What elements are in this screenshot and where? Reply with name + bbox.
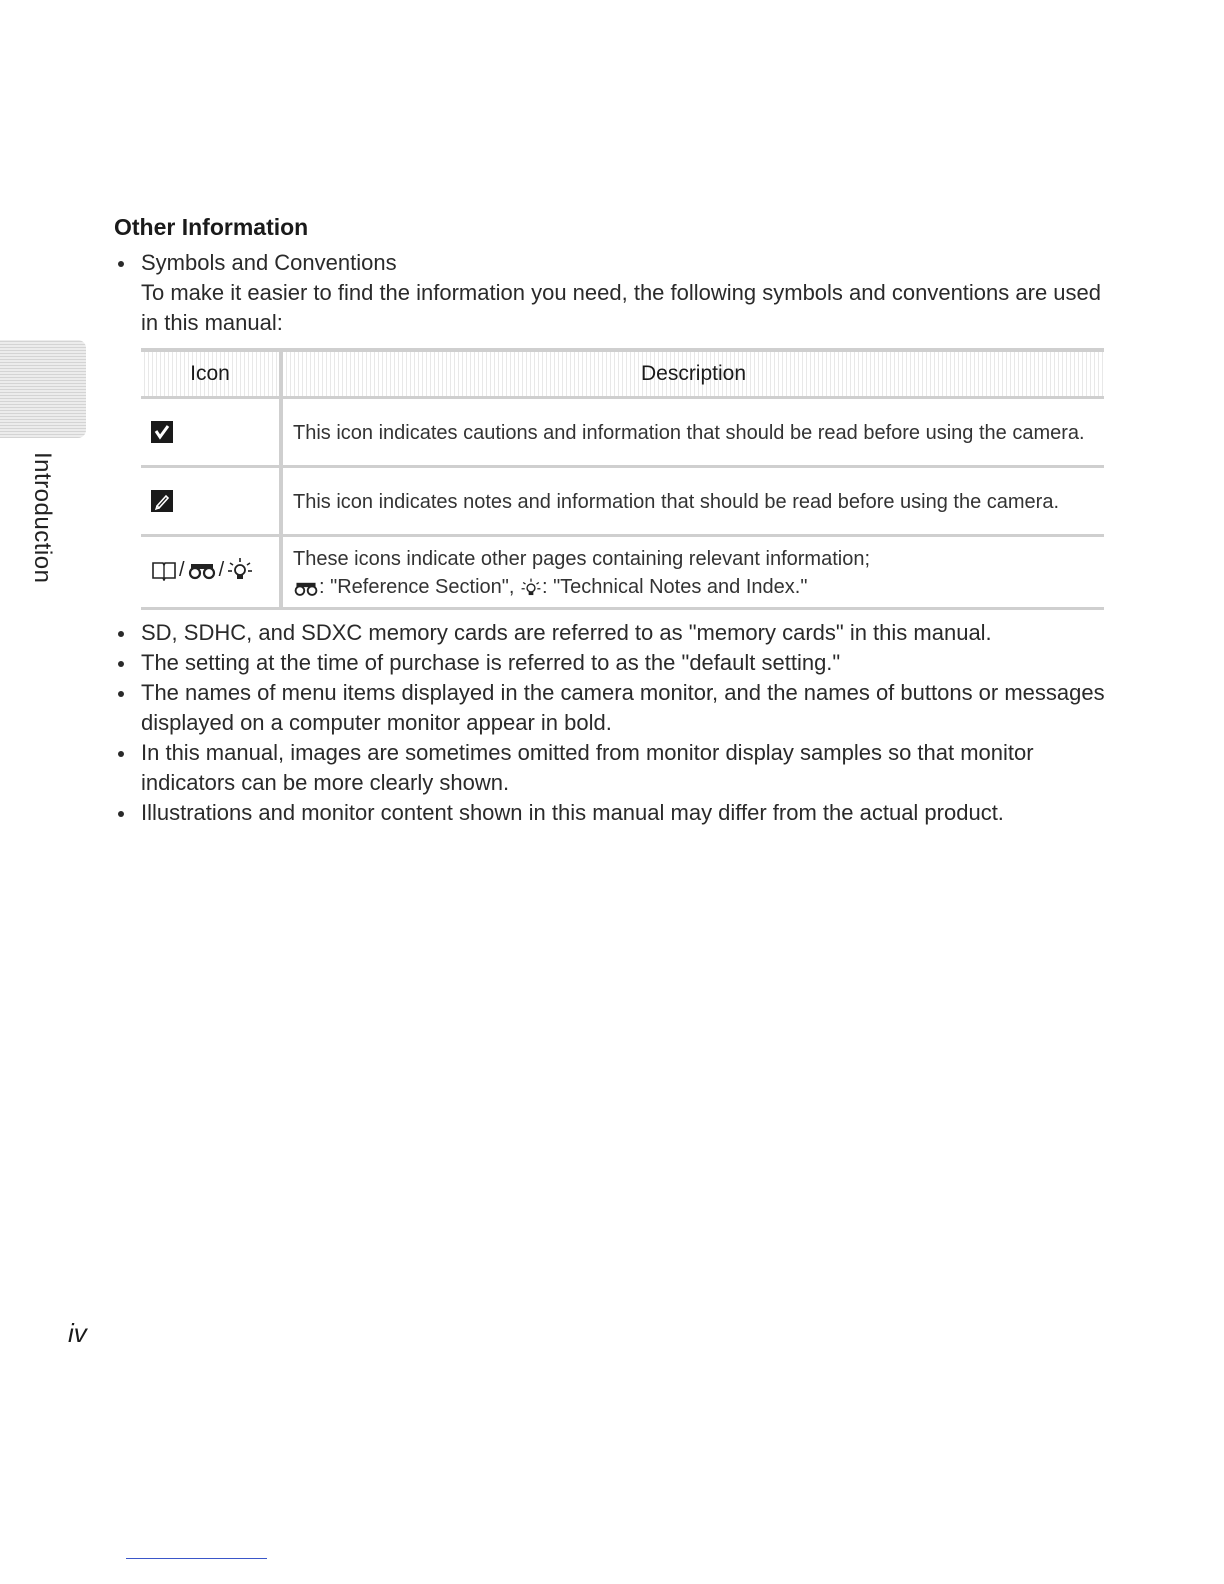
light-bulb-icon	[520, 577, 542, 599]
book-icon	[151, 559, 177, 581]
table-cell-description: This icon indicates cautions and information that should be read before using the camera.	[281, 398, 1104, 467]
table-cell-icon	[141, 536, 281, 609]
table-cell-description	[281, 536, 1104, 609]
reference-description-line2	[293, 573, 1094, 601]
reference-section-text: : "Reference Section",	[319, 576, 520, 598]
page-number: iv	[68, 1318, 87, 1348]
bullet-list	[114, 618, 1114, 828]
list-item: SD, SDHC, and SDXC memory cards are referred to as "memory cards" in this manual.	[114, 618, 1114, 648]
footer-rule	[126, 1558, 267, 1559]
binoculars-icon	[293, 579, 319, 597]
table-header-description: Description	[281, 350, 1104, 398]
table-row	[141, 398, 1104, 467]
reference-description-line1: These icons indicate other pages containing relevant information;	[293, 548, 871, 570]
bullet-symbols-conventions: Symbols and Conventions	[114, 248, 1114, 278]
table-cell-description: This icon indicates notes and information that should be read before using the camera.	[281, 467, 1104, 536]
list-item: In this manual, images are sometimes omitted from monitor display samples so that monitor indicators can be more clearly shown.	[114, 738, 1114, 798]
table-row	[141, 467, 1104, 536]
table-row	[141, 536, 1104, 609]
table-cell-icon	[141, 398, 281, 467]
table-header-icon: Icon	[141, 350, 281, 398]
binoculars-icon	[187, 560, 217, 580]
light-bulb-icon	[226, 557, 254, 583]
caution-check-icon	[151, 421, 173, 443]
table-header-row	[141, 350, 1104, 398]
section-title: Other Information	[114, 214, 309, 240]
section-side-tab	[0, 340, 86, 438]
note-pencil-icon	[151, 490, 173, 512]
intro-paragraph: To make it easier to find the information you need, the following symbols and conventions are used in this manual:	[141, 280, 1101, 335]
reference-icons: / /	[151, 557, 254, 583]
symbols-table	[141, 348, 1104, 610]
list-item: The setting at the time of purchase is referred to as the "default setting."	[114, 648, 1114, 678]
list-item: Illustrations and monitor content shown in this manual may differ from the actual product.	[114, 798, 1114, 828]
table-cell-icon	[141, 467, 281, 536]
list-item: The names of menu items displayed in the camera monitor, and the names of buttons or messages displayed on a computer monitor appear in bold.	[114, 678, 1114, 738]
page-content	[114, 212, 1114, 828]
technical-notes-text: : "Technical Notes and Index."	[541, 576, 808, 598]
section-side-label: Introduction	[29, 452, 56, 584]
